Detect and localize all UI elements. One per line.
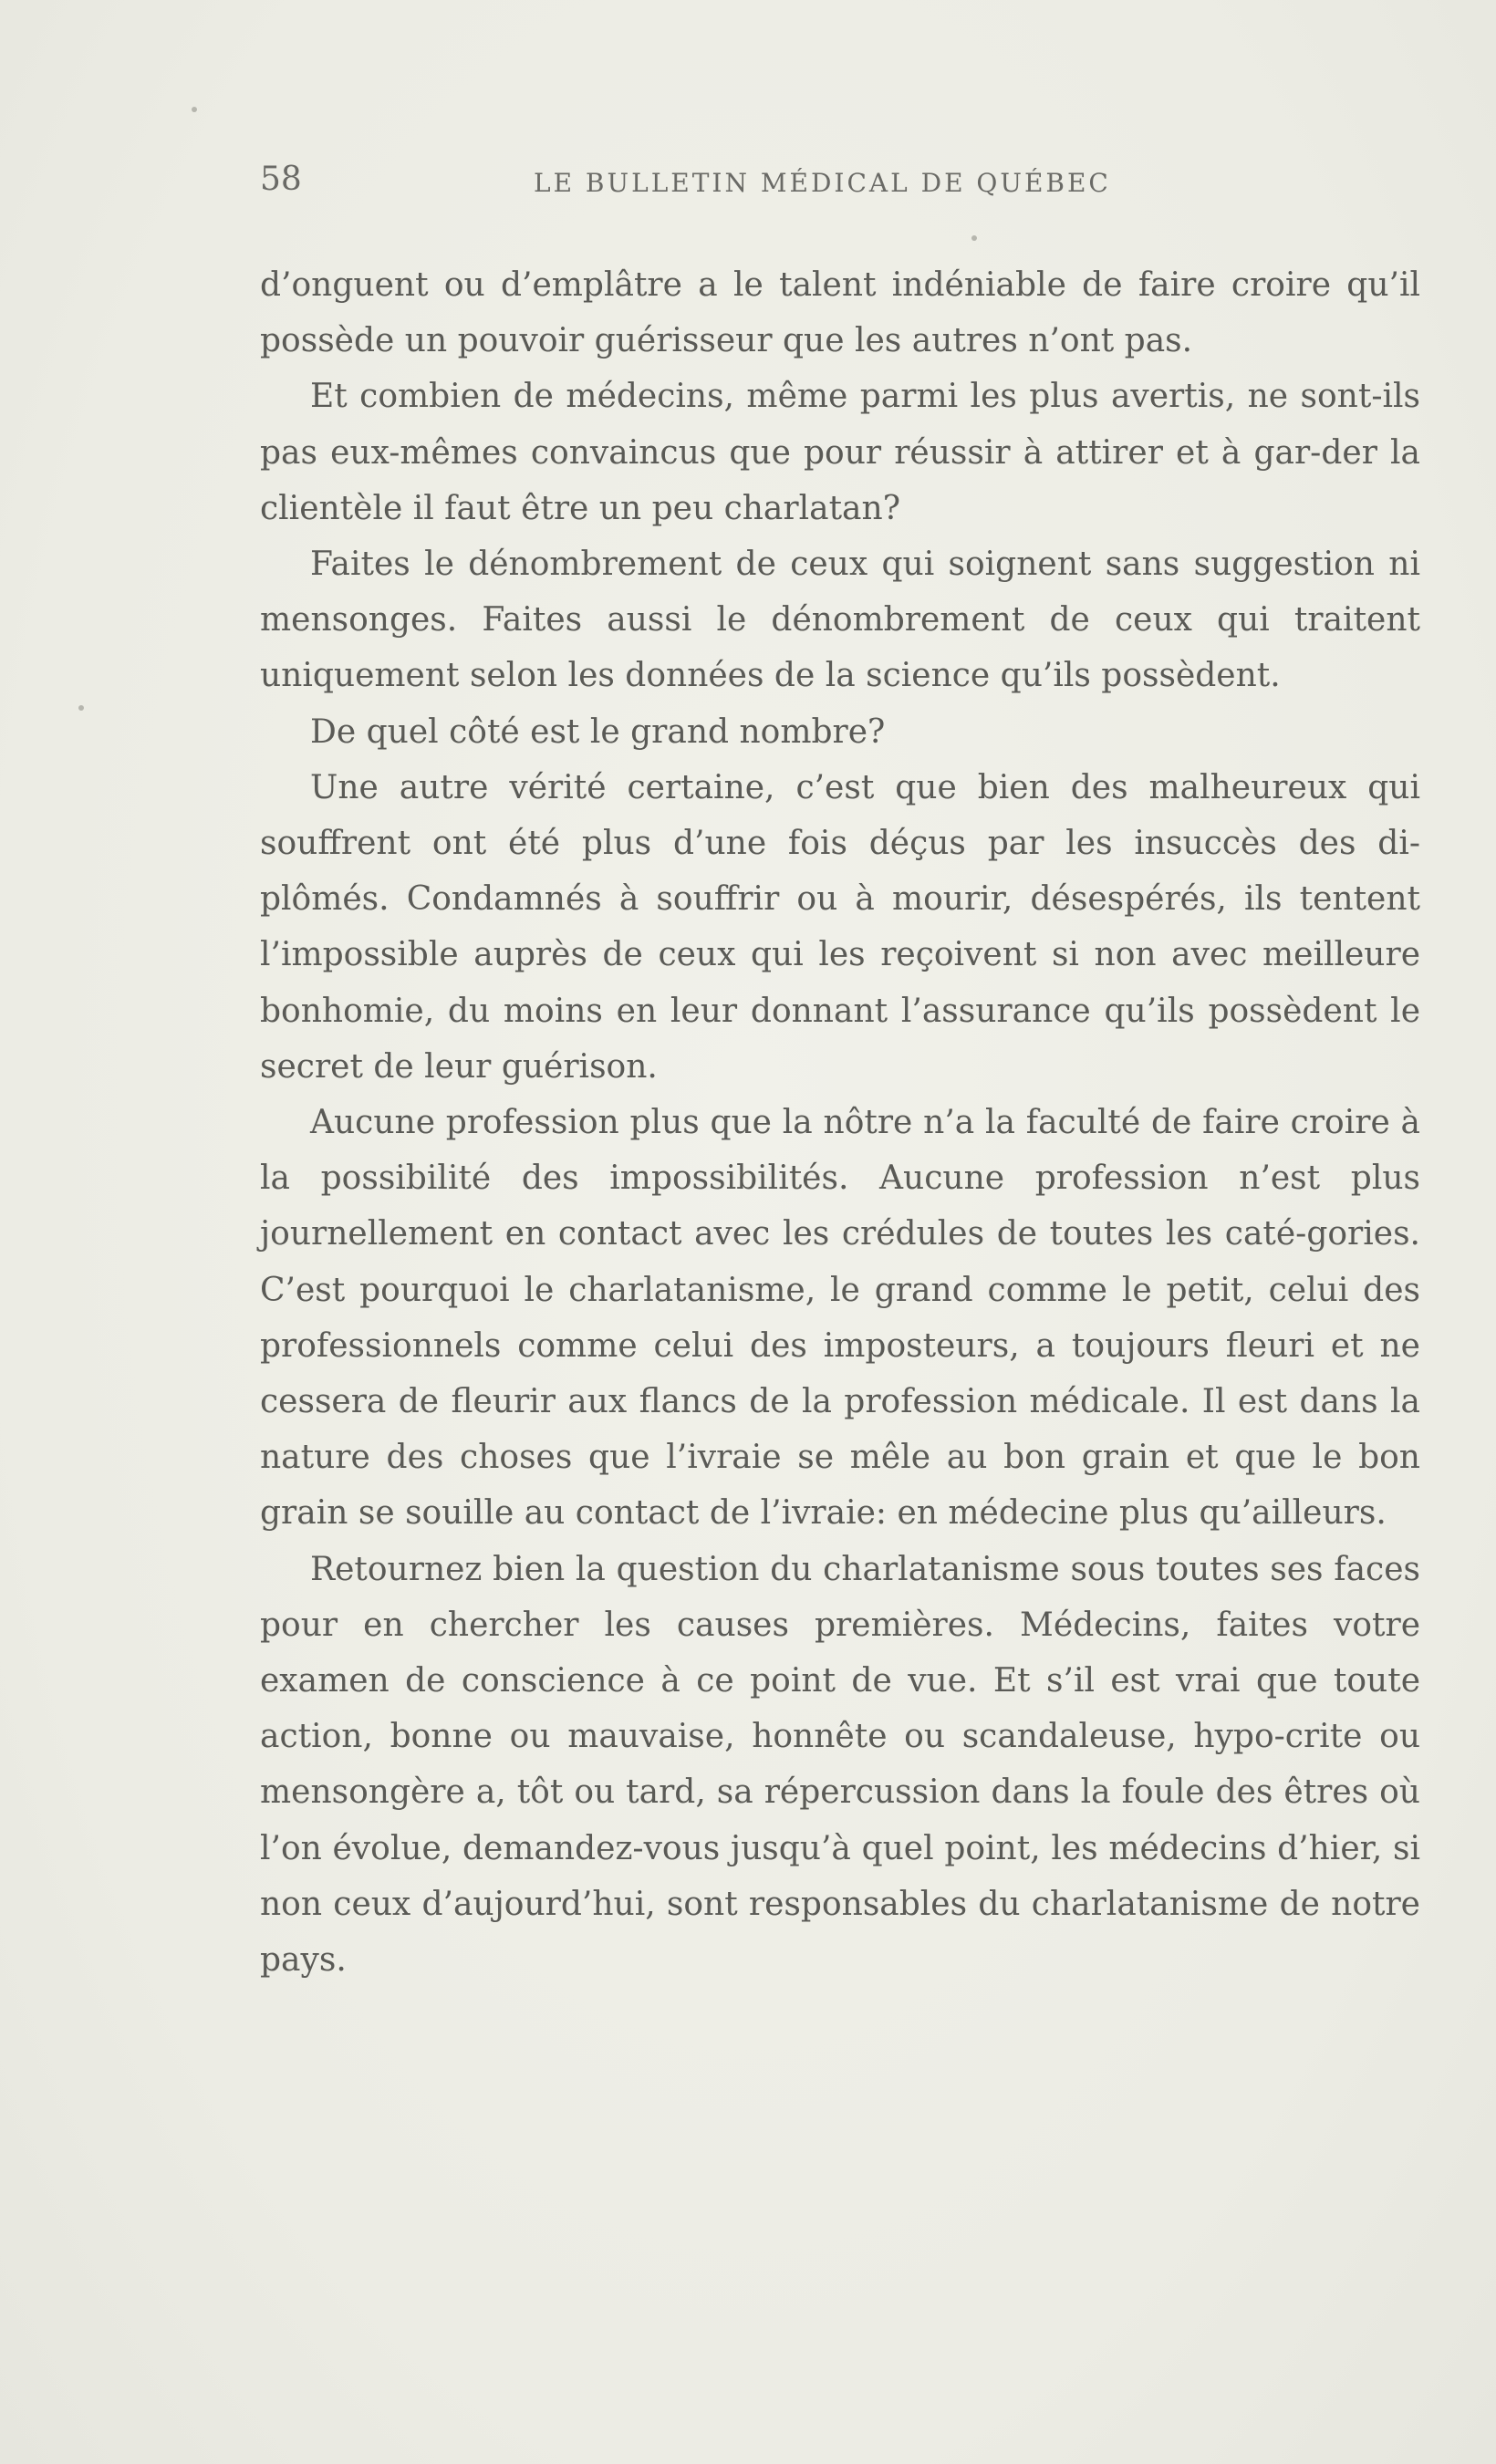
paragraph: Une autre vérité certaine, c’est que bien des malheureux qui souffrent ont été plus d’une fois déçus par les insuccès des di-plômés. Condamnés à souffrir ou à mourir, désespérés, ils tentent l’impossible auprès de ceux qui les reçoivent si non avec meilleure bonhomie, du moins en leur donnant l’assurance qu’ils possèdent le secret de leur guérison. xyxy=(260,768,1420,1086)
page-number: 58 xyxy=(260,161,302,198)
paragraph: Retournez bien la question du charlatanisme sous toutes ses faces pour en chercher les causes premières. Médecins, faites votre examen de conscience à ce point de vue. Et s’il est vrai que toute action, bonne ou mauvaise, honnête ou scandaleuse, hypo-crite ou mensongère a, tôt ou tard, sa répercussion dans la foule des êtres où l’on évolue, demandez-vous jusqu’à quel point, les médecins d’hier, si non ceux d’aujourd’hui, sont responsables du charlatanisme de notre pays. xyxy=(260,1550,1420,1980)
paragraph-continuation: d’onguent ou d’emplâtre a le talent indéniable de faire croire qu’il possède un pouvoir guérisseur que les autres n’ont pas. xyxy=(260,266,1420,360)
page-header xyxy=(260,161,1423,206)
paragraph: De quel côté est le grand nombre? xyxy=(310,712,886,751)
paper-speck xyxy=(971,235,977,241)
paragraph: Et combien de médecins, même parmi les plus avertis, ne sont-ils pas eux-mêmes convaincus que pour réussir à attirer et à gar-der la clientèle il faut être un peu charlatan? xyxy=(260,378,1420,527)
paper-speck xyxy=(78,705,84,711)
body-text xyxy=(260,257,1420,1988)
paper-speck xyxy=(192,107,197,112)
paragraph: Faites le dénombrement de ceux qui soignent sans suggestion ni mensonges. Faites aussi le dénombrement de ceux qui traitent uniquement selon les données de la science qu’ils possèdent. xyxy=(260,546,1420,695)
paragraph: Aucune profession plus que la nôtre n’a la faculté de faire croire à la possibilité des impossibilités. Aucune profession n’est plus journellement en contact avec les crédules de toutes les caté-gories. C’est pourquoi le charlatanisme, le grand comme le petit, celui des professionnels comme celui des imposteurs, a toujours fleuri et ne cessera de fleurir aux flancs de la profession médicale. Il est dans la nature des choses que l’ivraie se mêle au bon grain et que le bon grain se souille au contact de l’ivraie: en médecine plus qu’ailleurs. xyxy=(260,1104,1420,1533)
running-title: LE BULLETIN MÉDICAL DE QUÉBEC xyxy=(534,168,1111,198)
